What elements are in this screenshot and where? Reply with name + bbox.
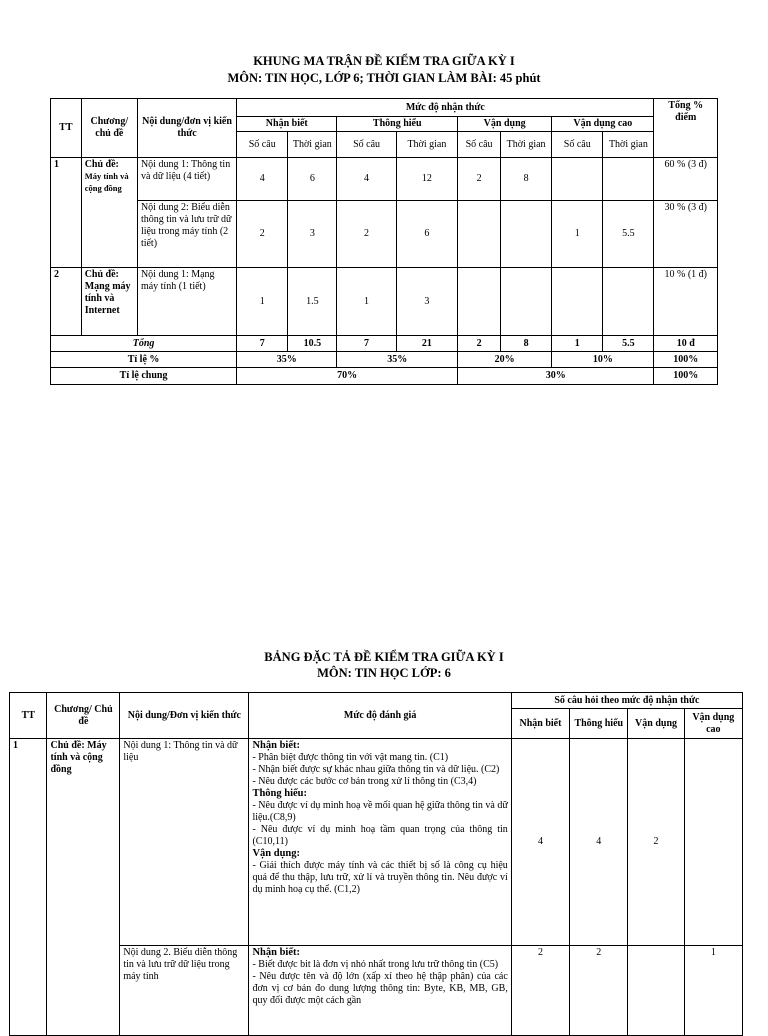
spec-row-tt: 1 (10, 739, 47, 1036)
header-chapter: Chương/ chủ đề (81, 99, 137, 158)
cell: 70% (237, 368, 458, 385)
cell (603, 158, 654, 201)
row-total: 60 % (3 đ) (654, 158, 718, 201)
cell: 2 (237, 201, 288, 268)
spec-header-tt: TT (10, 693, 47, 739)
sub-socau: Số câu (237, 132, 288, 158)
table-row (10, 739, 743, 946)
row-tt: 2 (51, 268, 82, 336)
total-row (51, 336, 718, 352)
cell: 10.5 (288, 336, 337, 352)
sub-socau: Số câu (337, 132, 396, 158)
criteria-heading: Nhận biết: (252, 740, 300, 751)
cell (552, 268, 603, 336)
criteria-item: - Nêu được tên và độ lớn (xấp xỉ theo hệ thập phân) của các đơn vị cơ bản đo dung lượng thông tin: Byte, KB, MB, GB, quy đổi được một cách gần (252, 971, 508, 1006)
tilechung-label: Tỉ lệ chung (51, 368, 237, 385)
spec-subtitle: MÔN: TIN HỌC LỚP: 6 (317, 666, 451, 680)
sub-thoigian: Thời gian (603, 132, 654, 158)
header-th: Thông hiểu (337, 117, 458, 132)
criteria-heading: Thông hiểu: (252, 788, 307, 799)
chapter-label: Chủ đề: (84, 159, 119, 170)
table-row (51, 201, 718, 268)
matrix-table (50, 98, 718, 385)
cell (458, 268, 501, 336)
row-tt: 1 (51, 158, 82, 268)
spec-row-chapter: Chủ đề: Máy tính và cộng đồng (47, 739, 120, 1036)
criteria-heading: Nhận biết: (252, 947, 300, 958)
cell: 3 (288, 201, 337, 268)
cell: 2 (458, 158, 501, 201)
spec-criteria (249, 739, 511, 946)
cell (603, 268, 654, 336)
cell: 5.5 (603, 336, 654, 352)
criteria-item: - Phân biệt được thông tin với vật mang tin. (C1) (252, 752, 449, 763)
row-content: Nội dung 1: Mạng máy tính (1 tiết) (137, 268, 236, 336)
row-total: 30 % (3 đ) (654, 201, 718, 268)
cell: 2 (458, 336, 501, 352)
criteria-item: - Nêu được ví dụ minh hoạ tầm quan trọng của thông tin (C10,11) (252, 824, 508, 847)
spec-row-content: Nội dung 1: Thông tin và dữ liệu (120, 739, 249, 946)
cell: 4 (337, 158, 396, 201)
cell: 5.5 (603, 201, 654, 268)
cell: 2 (570, 946, 628, 1036)
ratio-row (51, 352, 718, 368)
cell: 7 (337, 336, 396, 352)
sub-socau: Số câu (458, 132, 501, 158)
cell: 1.5 (288, 268, 337, 336)
row-chapter (81, 268, 137, 336)
cell: 35% (337, 352, 458, 368)
sub-thoigian: Thời gian (288, 132, 337, 158)
cell: 4 (511, 739, 569, 946)
cell (501, 268, 552, 336)
cell: 8 (501, 158, 552, 201)
row-content: Nội dung 1: Thông tin và dữ liệu (4 tiết) (137, 158, 236, 201)
tile-label: Tỉ lệ % (51, 352, 237, 368)
cell: 4 (237, 158, 288, 201)
cell: 12 (396, 158, 457, 201)
cell: 21 (396, 336, 457, 352)
header-vd: Vận dụng (458, 117, 552, 132)
cell (552, 158, 603, 201)
criteria-item: - Nhận biết được sự khác nhau giữa thông tin và dữ liệu. (C2) (252, 764, 500, 775)
spec-table (9, 692, 743, 1036)
general-ratio-row (51, 368, 718, 385)
cell: 35% (237, 352, 337, 368)
matrix-title: KHUNG MA TRẬN ĐỀ KIỂM TRA GIỮA KỲ I (253, 54, 515, 68)
table-row (51, 268, 718, 336)
header-vdc: Vận dụng cao (552, 117, 654, 132)
spec-header-count: Số câu hỏi theo mức độ nhận thức (511, 693, 742, 709)
cell (458, 201, 501, 268)
row-total: 10 % (1 đ) (654, 268, 718, 336)
criteria-item: - Biết được bit là đơn vị nhỏ nhất trong lưu trữ thông tin (C5) (252, 959, 499, 970)
tilechung-total: 100% (654, 368, 718, 385)
spec-header-th: Thông hiểu (570, 709, 628, 739)
tile-total: 100% (654, 352, 718, 368)
spec-header-criteria: Mức độ đánh giá (249, 693, 511, 739)
table-row (51, 158, 718, 201)
cell: 1 (237, 268, 288, 336)
sub-thoigian: Thời gian (501, 132, 552, 158)
cell: 8 (501, 336, 552, 352)
header-level: Mức độ nhận thức (237, 99, 654, 117)
spec-row-content: Nội dung 2. Biểu diễn thông tin và lưu trữ dữ liệu trong máy tính (120, 946, 249, 1036)
cell: 2 (511, 946, 569, 1036)
cell: 7 (237, 336, 288, 352)
cell: 1 (552, 336, 603, 352)
cell (628, 946, 684, 1036)
criteria-heading: Vận dụng: (252, 848, 301, 859)
header-tt: TT (51, 99, 82, 158)
spec-title: BẢNG ĐẶC TẢ ĐỀ KIỂM TRA GIỮA KỲ I (264, 650, 504, 664)
cell: 1 (337, 268, 396, 336)
cell: 30% (458, 368, 654, 385)
cell: 6 (288, 158, 337, 201)
chapter-name: Máy tính và cộng đồng (84, 171, 129, 193)
cell: 4 (570, 739, 628, 946)
spec-header-nb: Nhận biết (511, 709, 569, 739)
spec-header-vd: Vận dụng (628, 709, 684, 739)
chapter-name: Mạng máy tính và Internet (84, 281, 131, 316)
cell: 3 (396, 268, 457, 336)
criteria-item: - Giải thích được máy tính và các thiết bị số là công cụ hiệu quả để thu thập, lưu trữ, xử lí và truyền thông tin. Nêu được ví dụ minh hoạ cụ thể. (C1,2) (252, 860, 508, 895)
row-chapter (81, 158, 137, 268)
header-total: Tổng % điểm (654, 99, 718, 158)
header-content: Nội dung/đơn vị kiến thức (137, 99, 236, 158)
sub-socau: Số câu (552, 132, 603, 158)
matrix-subtitle: MÔN: TIN HỌC, LỚP 6; THỜI GIAN LÀM BÀI: 45 phút (227, 71, 541, 85)
tong-label: Tổng (51, 336, 237, 352)
cell: 2 (337, 201, 396, 268)
spec-header-vdc: Vận dụng cao (684, 709, 742, 739)
spec-criteria (249, 946, 511, 1036)
criteria-item: - Nêu được ví dụ minh hoạ về mối quan hệ giữa thông tin và dữ liệu.(C8,9) (252, 800, 508, 823)
cell: 20% (458, 352, 552, 368)
sub-thoigian: Thời gian (396, 132, 457, 158)
cell (501, 201, 552, 268)
header-nb: Nhận biết (237, 117, 337, 132)
cell: 10% (552, 352, 654, 368)
spec-header-chapter: Chương/ Chủ đề (47, 693, 120, 739)
tong-total: 10 đ (654, 336, 718, 352)
criteria-item: - Nêu được các bước cơ bản trong xử lí thông tin (C3,4) (252, 776, 477, 787)
cell: 2 (628, 739, 684, 946)
chapter-label: Chủ đề: (84, 269, 119, 280)
cell: 6 (396, 201, 457, 268)
cell (684, 739, 742, 946)
spec-header-content: Nội dung/Đơn vị kiến thức (120, 693, 249, 739)
cell: 1 (684, 946, 742, 1036)
row-content: Nội dung 2: Biểu diễn thông tin và lưu trữ dữ liệu trong máy tính (2 tiết) (137, 201, 236, 268)
table-row (10, 946, 743, 1036)
cell: 1 (552, 201, 603, 268)
